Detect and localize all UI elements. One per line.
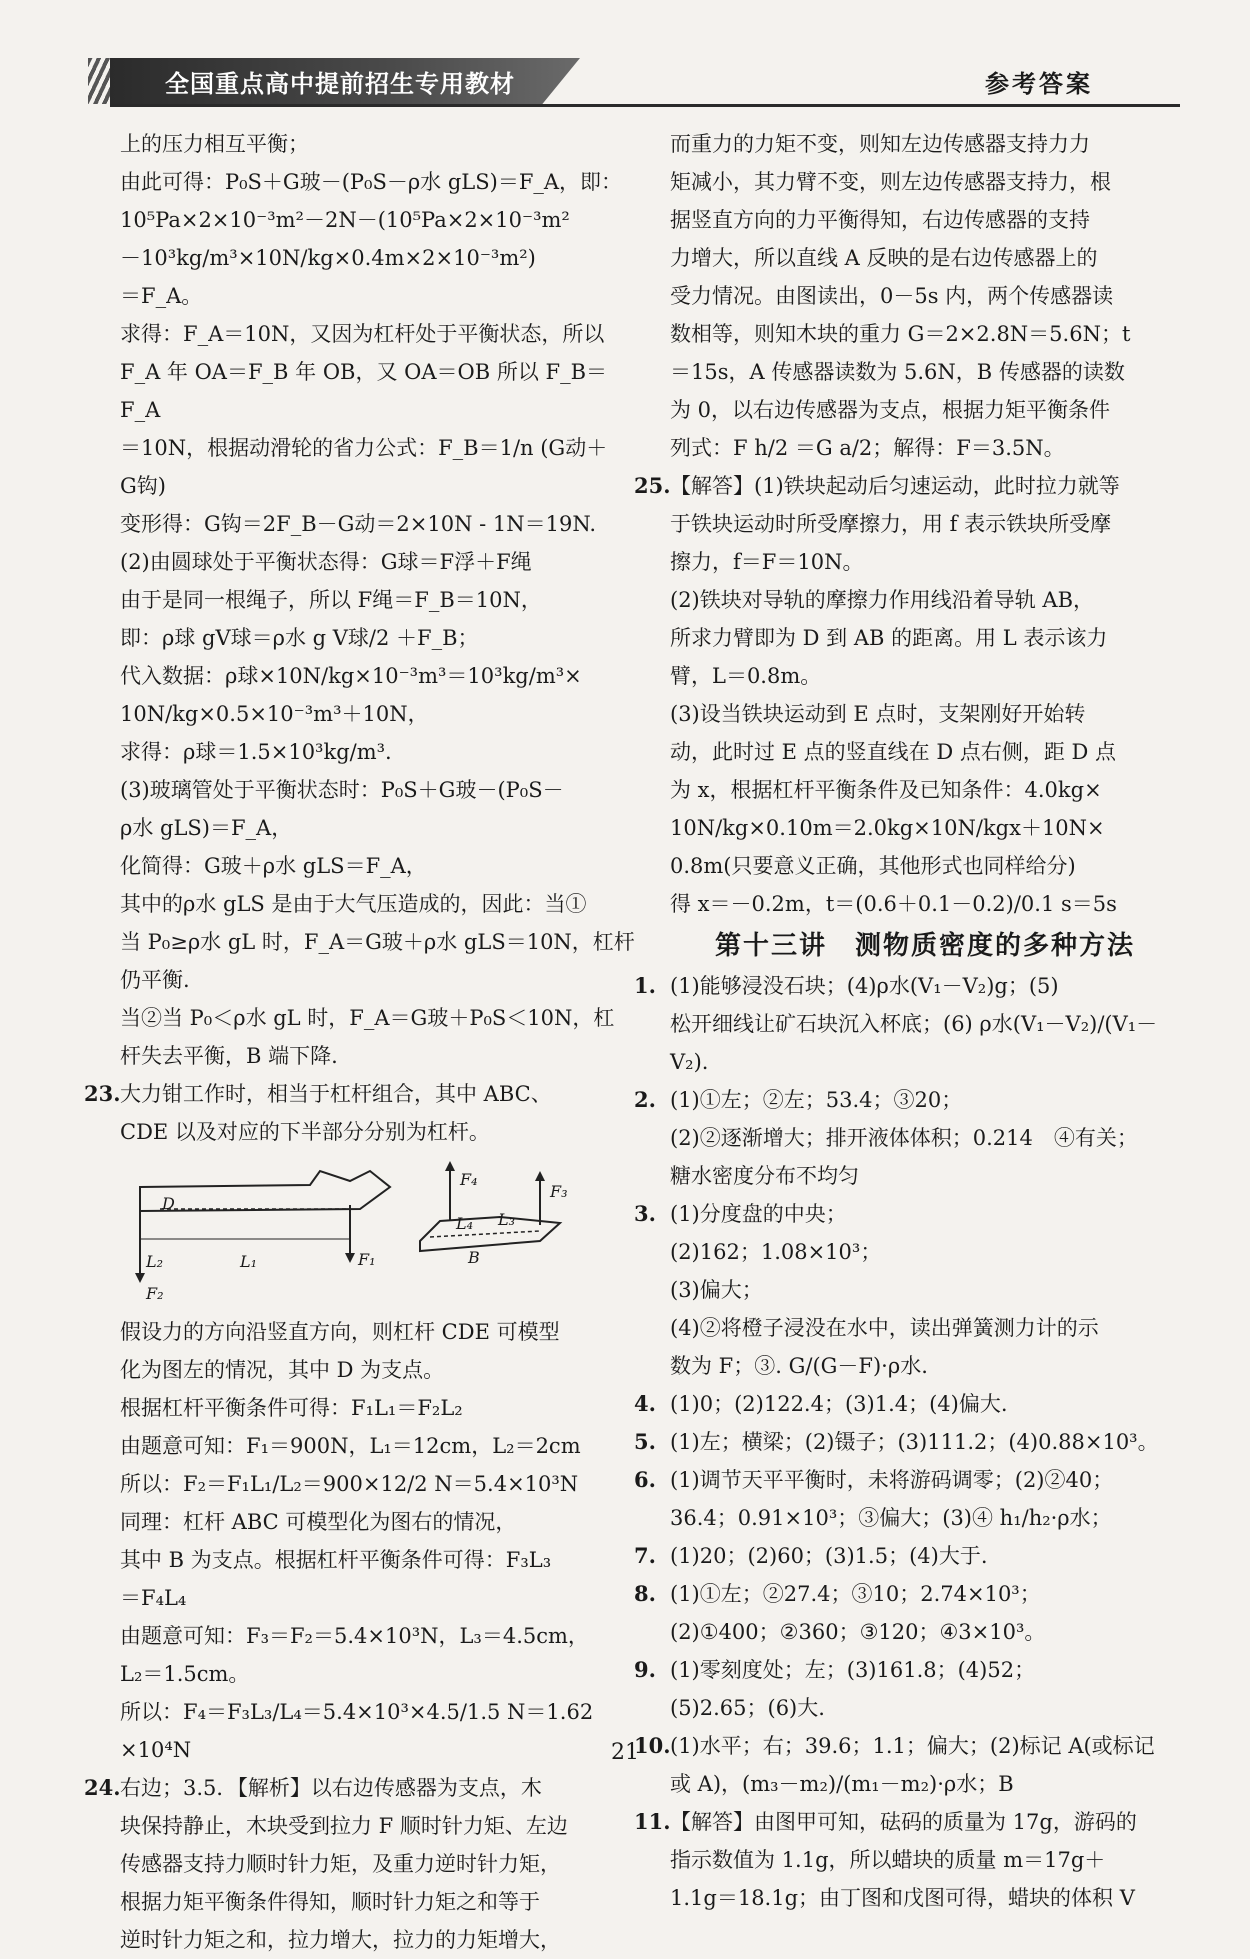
text-line: 由此可得：P₀S＋G玻－(P₀S－ρ水 gLS)＝F_A，即：	[120, 170, 623, 194]
fig-label-d: D	[162, 1194, 175, 1213]
q23-solution	[120, 1313, 640, 1769]
q25-line	[634, 467, 1180, 505]
answer-line: 松开细线让矿石块沉入杯底；(6) ρ水(V₁－V₂)/(V₁－V₂).	[670, 1012, 1158, 1074]
answer-number: 2.	[634, 1087, 656, 1112]
answer-number: 1.	[634, 973, 656, 998]
fig-label-f3: F₃	[550, 1182, 568, 1201]
q25-rest	[670, 505, 1180, 923]
answer-text: (1)能够浸没石块；(4)ρ水(V₁－V₂)g；(5)	[670, 974, 1059, 998]
answer-line	[634, 1195, 1180, 1233]
q24-number: 24.	[84, 1775, 121, 1800]
text-line: 10⁵Pa×2×10⁻³m²－2N－(10⁵Pa×2×10⁻³m²	[120, 208, 570, 232]
answer-text: (1)水平；右；39.6；1.1；偏大；(2)标记 A(或标记	[670, 1734, 1155, 1758]
q23-number: 23.	[84, 1081, 121, 1106]
text-line: 同理：杠杆 ABC 可模型化为图右的情况，	[120, 1510, 517, 1534]
answer-line: (5)2.65；(6)大.	[670, 1696, 825, 1720]
text-line: 据竖直方向的力平衡得知，右边传感器的支持	[670, 208, 1090, 232]
text-line: 列式：F h/2 ＝G a/2；解得：F＝3.5N。	[670, 436, 1065, 460]
text-line: 得 x＝－0.2m，t＝(0.6＋0.1－0.2)/0.1 s＝5s	[670, 892, 1117, 916]
text-line: 10N/kg×0.5×10⁻³m³＋10N，	[120, 702, 429, 726]
text-line: 上的压力相互平衡；	[120, 132, 309, 156]
text-line: 逆时针力矩之和，拉力增大，拉力的力矩增大，	[120, 1928, 561, 1952]
text-line: 当②当 P₀＜ρ水 gL 时，F_A＝G玻＋P₀S＜10N，杠	[120, 1006, 615, 1030]
text-line: 由题意可知：F₃＝F₂＝5.4×10³N，L₃＝4.5cm，	[120, 1624, 589, 1648]
answer-number: 6.	[634, 1467, 656, 1492]
text-line: ×10⁴N	[120, 1738, 192, 1762]
text-line: 所以：F₄＝F₃L₃/L₄＝5.4×10³×4.5/1.5 N＝1.62	[120, 1700, 594, 1724]
lever-figure	[120, 1157, 640, 1307]
answer-number: 5.	[634, 1429, 656, 1454]
q24-rest	[120, 1807, 640, 1959]
fig-label-b: B	[468, 1248, 480, 1267]
answer-line: 1.1g＝18.1g；由丁图和戊图可得，蜡块的体积 V	[670, 1886, 1135, 1910]
section-title: 第十三讲 测物质密度的多种方法	[714, 931, 1135, 961]
answer-line	[634, 1385, 1180, 1423]
answer-text: (1)20；(2)60；(3)1.5；(4)大于.	[670, 1544, 988, 1568]
fig-label-f4: F₄	[460, 1170, 478, 1189]
q25-number: 25.	[634, 473, 671, 498]
answer-number: 3.	[634, 1201, 656, 1226]
left-column	[84, 125, 640, 1959]
text-line: 为 0，以右边传感器为支点，根据力矩平衡条件	[670, 398, 1111, 422]
text-line: 10N/kg×0.10m＝2.0kg×10N/kgx＋10N×	[670, 816, 1105, 840]
text-line: 为 x，根据杠杆平衡条件及已知条件：4.0kg×	[670, 778, 1102, 802]
q25-text: 【解答】(1)铁块起动后匀速运动，此时拉力就等	[670, 474, 1120, 498]
text-line: 求得：F_A＝10N，又因为杠杆处于平衡状态，所以	[120, 322, 605, 346]
answer-text: (1)调节天平平衡时，未将游码调零；(2)②40；	[670, 1468, 1114, 1492]
text-line: (3)玻璃管处于平衡状态时：P₀S＋G玻－(P₀S－	[120, 778, 564, 802]
text-line: ＝F_A。	[120, 284, 203, 308]
text-line: －10³kg/m³×10N/kg×0.4m×2×10⁻³m²)	[120, 246, 536, 270]
text-line: F_A 年 OA＝F_B 年 OB，又 OA＝OB 所以 F_B＝F_A	[120, 360, 608, 422]
page-header	[0, 0, 1250, 110]
text-line: 传感器支持力顺时针力矩，及重力逆时针力矩，	[120, 1852, 561, 1876]
text-line: (2)由圆球处于平衡状态得：G球＝F浮＋F绳	[120, 550, 532, 574]
answer-line	[634, 1803, 1180, 1841]
answer-number: 10.	[634, 1733, 671, 1758]
text-line: 由于是同一根绳子，所以 F绳＝F_B＝10N，	[120, 588, 542, 612]
left-lines	[120, 125, 640, 1075]
text-line: 矩减小，其力臂不变，则左边传感器支持力，根	[670, 170, 1111, 194]
answer-number: 7.	[634, 1543, 656, 1568]
answer-text: (1)零刻度处；左；(3)161.8；(4)52；	[670, 1658, 1036, 1682]
answer-line: (4)②将橙子浸没在水中，读出弹簧测力计的示	[670, 1316, 1099, 1340]
text-line: 化简得：G玻＋ρ水 gLS＝F_A，	[120, 854, 427, 878]
text-line: 擦力，f＝F＝10N。	[670, 550, 864, 574]
text-line: 由题意可知：F₁＝900N，L₁＝12cm，L₂＝2cm	[120, 1434, 581, 1458]
answer-text: (1)①左；②左；53.4；③20；	[670, 1088, 963, 1112]
answer-number: 11.	[634, 1809, 671, 1834]
answer-line	[634, 1651, 1180, 1689]
answer-text: (1)①左；②27.4；③10；2.74×10³；	[670, 1582, 1041, 1606]
fig-label-l3: L₃	[498, 1210, 516, 1229]
page-number: 21	[611, 1740, 639, 1765]
answer-number: 4.	[634, 1391, 656, 1416]
text-line: 根据力矩平衡条件得知，顺时针力矩之和等于	[120, 1890, 540, 1914]
text-line: 求得：ρ球＝1.5×10³kg/m³.	[120, 740, 392, 764]
text-line: 根据杠杆平衡条件可得：F₁L₁＝F₂L₂	[120, 1396, 463, 1420]
answer-line: 或 A)，(m₃－m₂)/(m₁－m₂)·ρ水；B	[670, 1772, 1014, 1796]
answer-text: (1)0；(2)122.4；(3)1.4；(4)偏大.	[670, 1392, 1008, 1416]
pliers-left-outline	[140, 1171, 390, 1211]
text-line: 0.8m(只要意义正确，其他形式也同样给分)	[670, 854, 1076, 878]
answer-line: 36.4；0.91×10³；③偏大；(3)④ h₁/h₂·ρ水；	[670, 1506, 1112, 1530]
answer-number: 9.	[634, 1657, 656, 1682]
answer-text: (1)左；横梁；(2)镊子；(3)111.2；(4)0.88×10³。	[670, 1430, 1159, 1454]
q23-text: 大力钳工作时，相当于杠杆组合，其中 ABC、	[120, 1082, 552, 1106]
q24-line	[84, 1769, 640, 1807]
answer-text: 【解答】由图甲可知，砝码的质量为 17g，游码的	[670, 1810, 1137, 1834]
answer-label: 参考答案	[985, 70, 1093, 98]
answer-line: (2)①400；②360；③120；④3×10³。	[670, 1620, 1046, 1644]
answer-line	[634, 1461, 1180, 1499]
fig-label-l1: L₁	[240, 1252, 258, 1271]
answer-number: 8.	[634, 1581, 656, 1606]
answer-line	[634, 967, 1180, 1005]
text-line: 仍平衡.	[120, 968, 190, 992]
fig-label-l2: L₂	[146, 1252, 164, 1271]
text-line: 数相等，则知木块的重力 G＝2×2.8N＝5.6N；t	[670, 322, 1131, 346]
answer-line	[634, 1081, 1180, 1119]
answer-line: 指示数值为 1.1g，所以蜡块的质量 m＝17g＋	[670, 1848, 1106, 1872]
text-line: 而重力的力矩不变，则知左边传感器支持力力	[670, 132, 1090, 156]
text-line: (2)铁块对导轨的摩擦力作用线沿着导轨 AB，	[670, 588, 1095, 612]
answer-line: (3)偏大；	[670, 1278, 763, 1302]
text-line: 其中的ρ水 gLS 是由于大气压造成的，因此：当①	[120, 892, 587, 916]
fig-label-f2: F₂	[146, 1284, 164, 1303]
header-rule	[110, 104, 1180, 107]
text-line: 臂，L＝0.8m。	[670, 664, 822, 688]
text-line: 当 P₀≥ρ水 gL 时，F_A＝G玻＋ρ水 gLS＝10N，杠杆	[120, 930, 635, 954]
fig-label-f1: F₁	[358, 1250, 376, 1269]
text-line: 即：ρ球 gV球＝ρ水 g V球/2 ＋F_B；	[120, 626, 479, 650]
text-line: 受力情况。由图读出，0－5s 内，两个传感器读	[670, 284, 1114, 308]
text-line: 于铁块运动时所受摩擦力，用 f 表示铁块所受摩	[670, 512, 1112, 536]
text-line: ＝F₄L₄	[120, 1586, 187, 1610]
banner-title: 全国重点高中提前招生专用教材	[165, 70, 515, 98]
text-line: 代入数据：ρ球×10N/kg×10⁻³m³＝10³kg/m³×	[120, 664, 582, 688]
fig-label-l4: L₄	[456, 1214, 474, 1233]
text-line: 所求力臂即为 D 到 AB 的距离。用 L 表示该力	[670, 626, 1108, 650]
text-line: 块保持静止，木块受到拉力 F 顺时针力矩、左边	[120, 1814, 568, 1838]
text-line: 力增大，所以直线 A 反映的是右边传感器上的	[670, 246, 1098, 270]
text-line: 其中 B 为支点。根据杠杆平衡条件可得：F₃L₃	[120, 1548, 552, 1572]
pliers-right-dash	[430, 1231, 540, 1237]
right-column	[634, 125, 1180, 1917]
text-line: 化为图左的情况，其中 D 为支点。	[120, 1358, 445, 1382]
text-line: 所以：F₂＝F₁L₁/L₂＝900×12/2 N＝5.4×10³N	[120, 1472, 579, 1496]
q24-continuation	[670, 125, 1180, 467]
text-line: ＝10N，根据动滑轮的省力公式：F_B＝1/n (G动＋	[120, 436, 608, 460]
answer-line: 数为 F；③. G/(G－F)·ρ水.	[670, 1354, 928, 1378]
text-line: 杆失去平衡，B 端下降.	[120, 1044, 338, 1068]
q23-line	[84, 1075, 640, 1113]
answer-line	[634, 1537, 1180, 1575]
text-line: 假设力的方向沿竖直方向，则杠杆 CDE 可模型	[120, 1320, 560, 1344]
answer-list	[634, 967, 1180, 1917]
text-line: G钩)	[120, 474, 166, 498]
text-line: (3)设当铁块运动到 E 点时，支架刚好开始转	[670, 702, 1086, 726]
answer-line: (2)162；1.08×10³；	[670, 1240, 882, 1264]
answer-text: (1)分度盘的中央；	[670, 1202, 847, 1226]
text-line: L₂＝1.5cm。	[120, 1662, 250, 1686]
text-line: ＝15s，A 传感器读数为 5.6N，B 传感器的读数	[670, 360, 1125, 384]
q23-line: CDE 以及对应的下半部分分别为杠杆。	[120, 1120, 490, 1144]
text-line: 动，此时过 E 点的竖直线在 D 点右侧，距 D 点	[670, 740, 1117, 764]
answer-line	[634, 1423, 1180, 1461]
answer-line: (2)②逐渐增大；排开液体体积；0.214 ④有关；	[670, 1126, 1138, 1150]
text-line: 变形得：G钩＝2F_B－G动＝2×10N - 1N＝19N.	[120, 512, 597, 536]
q24-text: 右边；3.5．【解析】以右边传感器为支点，木	[120, 1776, 542, 1800]
text-line: ρ水 gLS)＝F_A，	[120, 816, 293, 840]
answer-line	[634, 1575, 1180, 1613]
answer-line: 糖水密度分布不均匀	[670, 1164, 859, 1188]
